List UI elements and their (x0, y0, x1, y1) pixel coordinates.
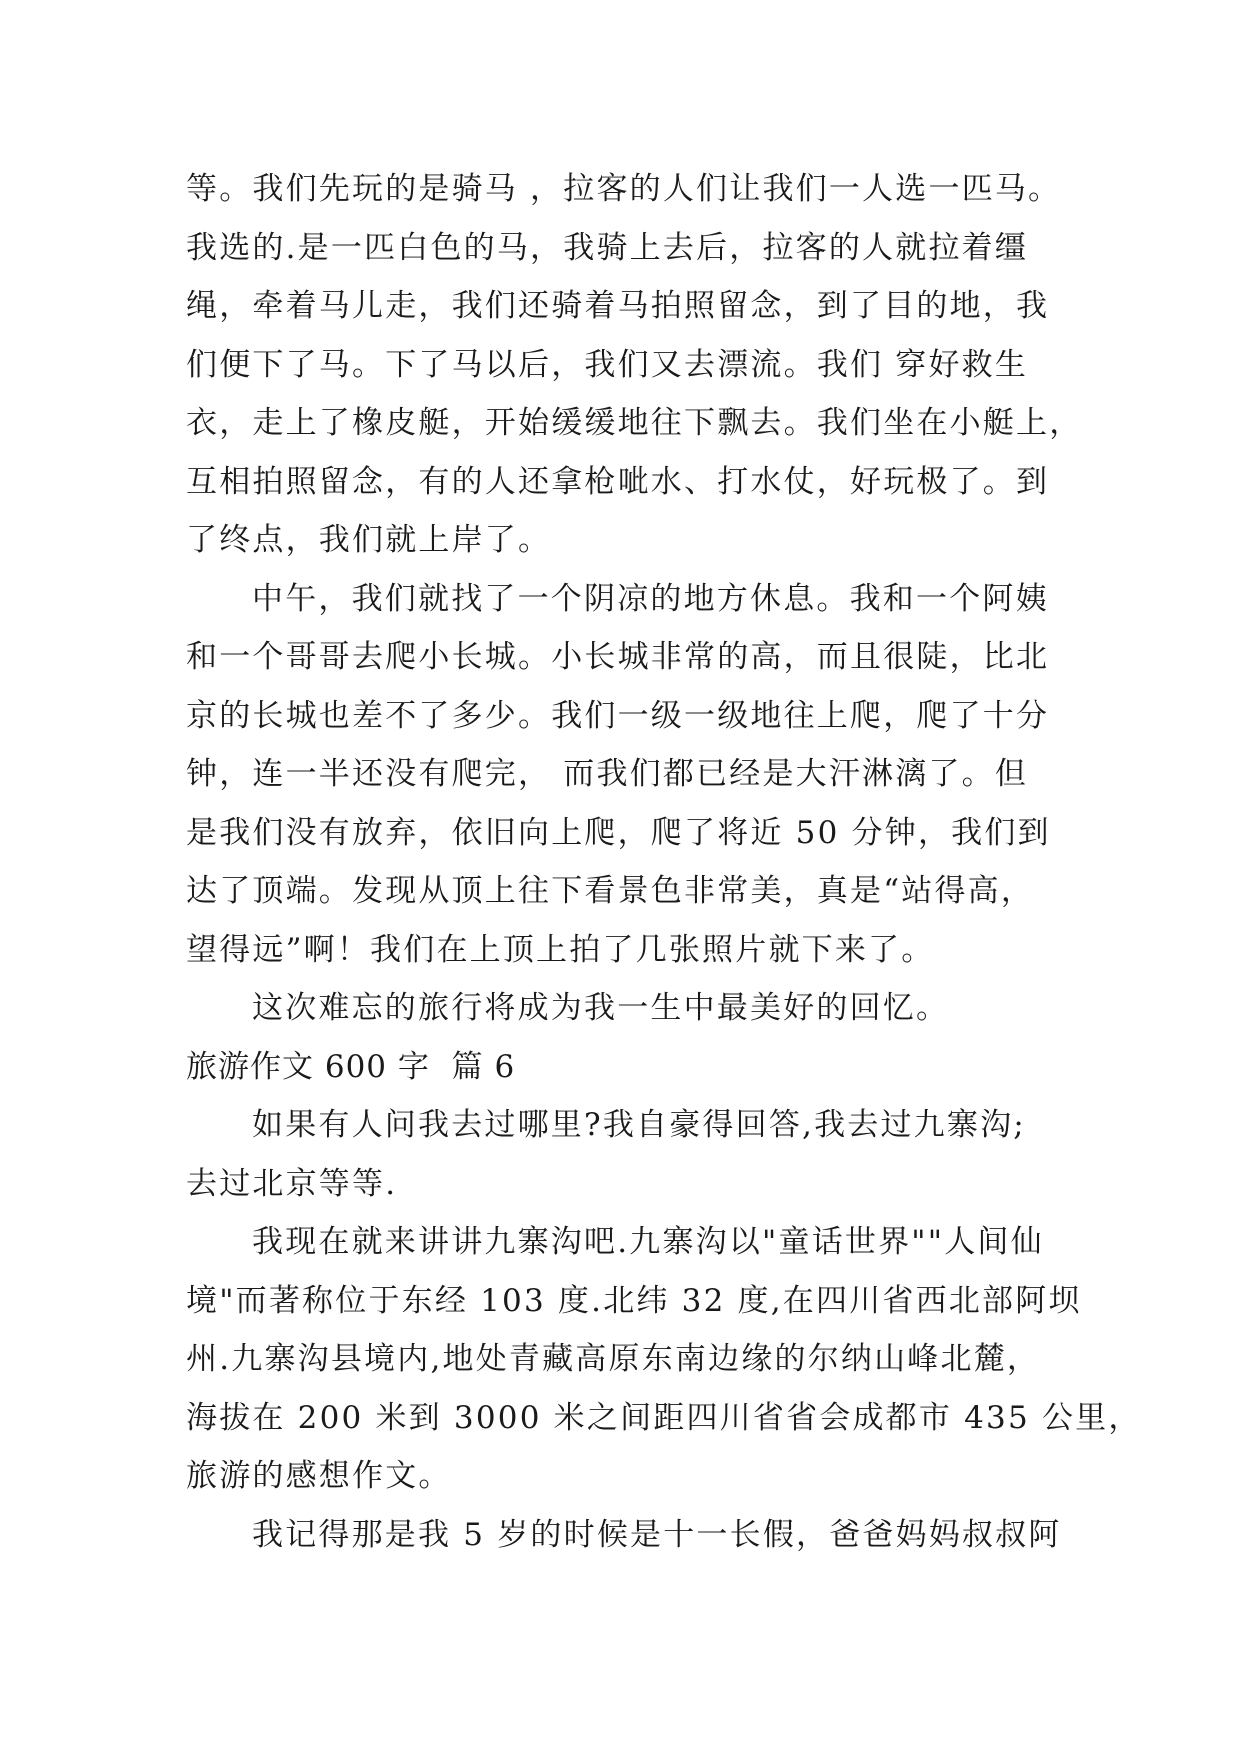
text-line: 互相拍照留念，有的人还拿枪呲水、打水仗，好玩极了。到 (186, 463, 1050, 500)
paragraph-first-line: 我现在就来讲讲九寨沟吧.九寨沟以"童话世界""人间仙 (252, 1224, 1044, 1260)
text-line: 境"而著称位于东经 103 度.北纬 32 度,在四川省西北部阿坝 (186, 1282, 1082, 1319)
text-line: 去过北京等等. (186, 1165, 398, 1202)
document-body (186, 160, 1142, 1564)
paragraph-first-line: 我记得那是我 5 岁的时候是十一长假，爸爸妈妈叔叔阿 (252, 1516, 1062, 1553)
text-line: 们便下了马。下了马以后，我们又去漂流。我们 穿好救生 (186, 346, 1029, 383)
text-line: 是我们没有放弃，依旧向上爬，爬了将近 50 分钟，我们到 (186, 814, 1051, 851)
text-line: 州.九寨沟县境内,地处青藏高原东南边缘的尔纳山峰北麓， (186, 1341, 1041, 1377)
text-line: 旅游的感想作文。 (186, 1458, 452, 1494)
text-line: 钟，连一半还没有爬完， 而我们都已经是大汗淋漓了。但 (186, 756, 1029, 792)
text-line: 海拔在 200 米到 3000 米之间距四川省省会成都市 435 公里， (186, 1399, 1142, 1436)
text-line: 达了顶端。发现从顶上往下看景色非常美，真是“站得高， (186, 873, 1035, 909)
section-heading: 旅游作文 600 字 篇 6 (186, 1048, 516, 1085)
text-line: 绳，牵着马儿走，我们还骑着马拍照留念，到了目的地，我 (186, 288, 1050, 324)
text-line: 京的长城也差不了多少。我们一级一级地往上爬，爬了十分 (186, 697, 1050, 734)
text-line: 衣，走上了橡皮艇，开始缓缓地往下飘去。我们坐在小艇上， (186, 405, 1083, 441)
text-line: 了终点，我们就上岸了。 (186, 522, 552, 558)
text-line: 等。我们先玩的是骑马 ，拉客的人们让我们一人选一匹马。 (186, 171, 1062, 207)
text-line: 我选的.是一匹白色的马，我骑上去后，拉客的人就拉着缰 (186, 229, 1029, 266)
text-line: 望得远”啊！我们在上顶上拍了几张照片就下来了。 (186, 931, 935, 968)
paragraph-first-line: 这次难忘的旅行将成为我一生中最美好的回忆。 (252, 990, 950, 1026)
text-line: 和一个哥哥去爬小长城。小长城非常的高，而且很陡，比北 (186, 639, 1050, 675)
paragraph-first-line: 中午，我们就找了一个阴凉的地方休息。我和一个阿姨 (252, 580, 1049, 617)
paragraph-first-line: 如果有人问我去过哪里?我自豪得回答,我去过九寨沟; (252, 1107, 1026, 1143)
